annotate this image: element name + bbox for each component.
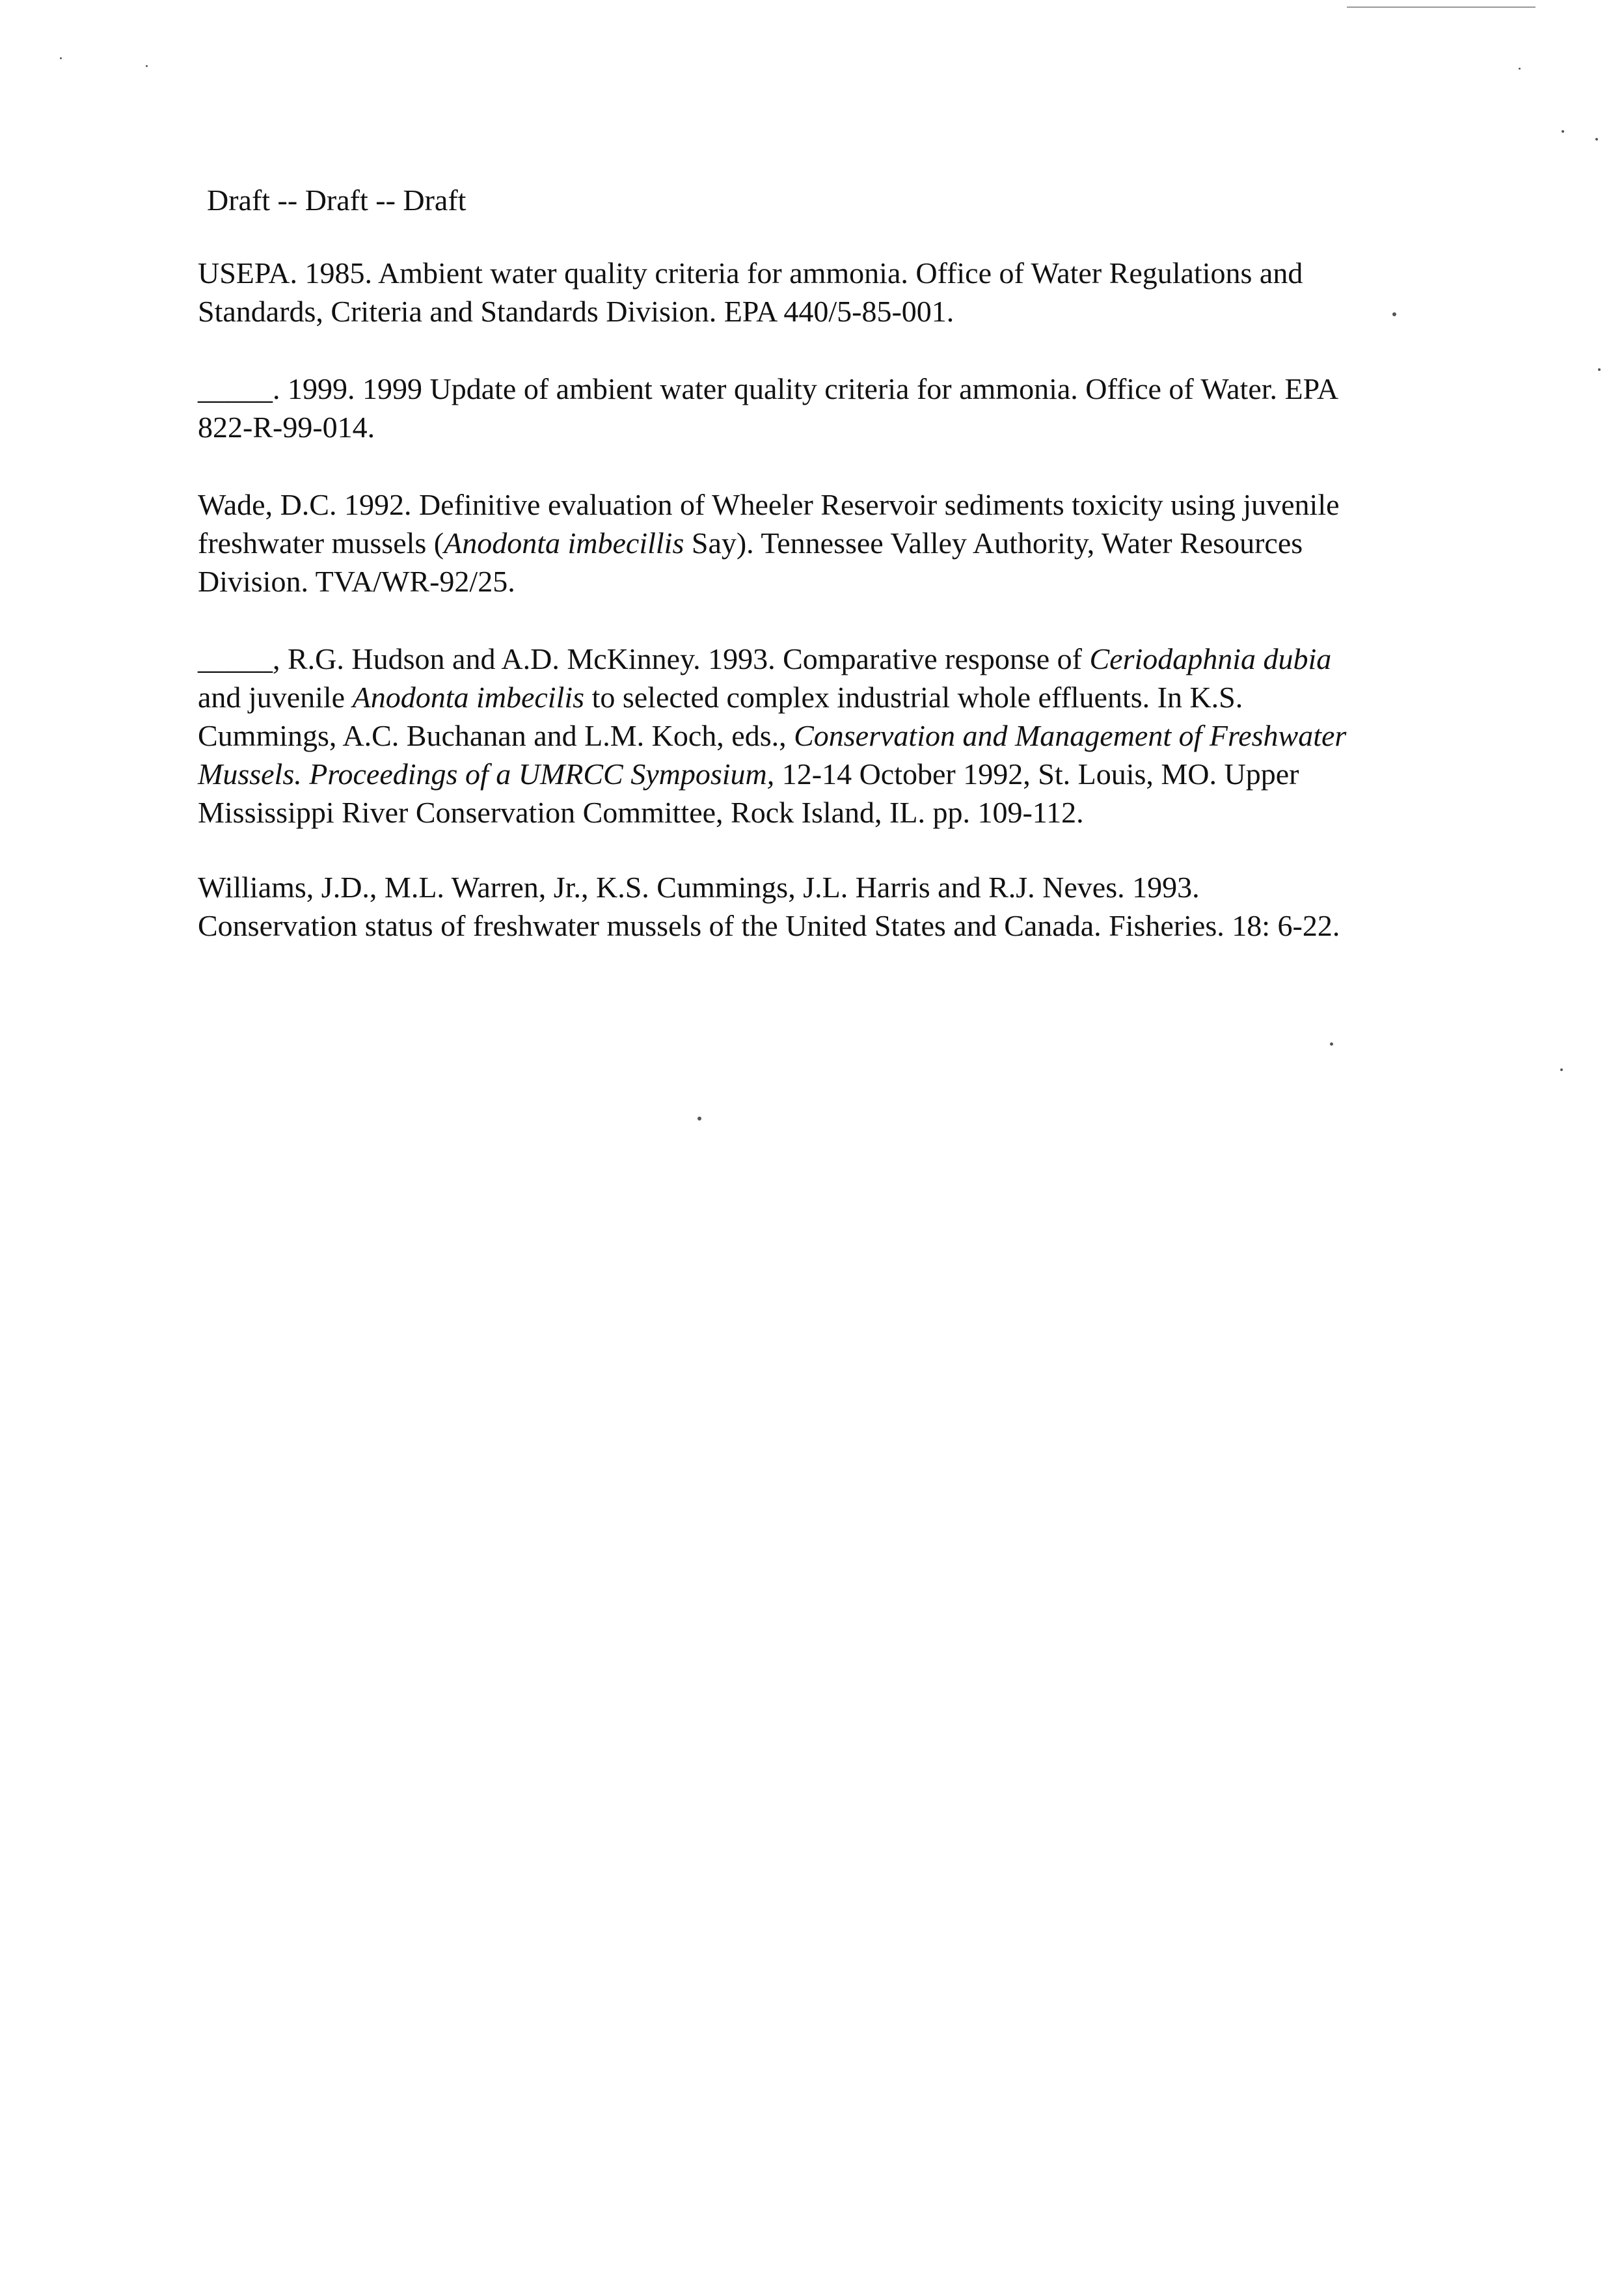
reference-line xyxy=(198,868,1467,906)
text-segment: to selected complex industrial whole effluents. In K.S. xyxy=(584,681,1243,714)
text-segment: Standards, Criteria and Standards Division. EPA 440/5-85-001. xyxy=(198,295,954,328)
text-segment: 12-14 October 1992, St. Louis, MO. Upper xyxy=(774,757,1299,791)
text-segment: Mississippi River Conservation Committee, Rock Island, IL. pp. 109-112. xyxy=(198,796,1084,829)
scan-speck xyxy=(1562,130,1564,133)
reference-line xyxy=(198,524,1467,562)
text-segment: Wade, D.C. 1992. Definitive evaluation of Wheeler Reservoir sediments toxicity using juvenile xyxy=(198,488,1340,521)
scan-speck xyxy=(697,1117,701,1121)
text-segment: freshwater mussels ( xyxy=(198,526,444,560)
text-segment: 822-R-99-014. xyxy=(198,411,375,444)
reference-line xyxy=(198,485,1467,524)
reference-line xyxy=(198,678,1467,716)
text-segment: Conservation status of freshwater mussels of the United States and Canada. Fisheries. 18: 6-22. xyxy=(198,909,1340,942)
reference-wade-1993 xyxy=(198,640,1467,832)
scan-speck xyxy=(60,57,62,59)
italic-text: Anodonta imbecilis xyxy=(352,681,585,714)
scan-speck xyxy=(146,65,148,67)
text-segment: Say). Tennessee Valley Authority, Water Resources xyxy=(684,526,1303,560)
scan-speck xyxy=(1595,138,1598,141)
reference-line xyxy=(198,640,1467,678)
reference-line xyxy=(198,370,1467,408)
reference-line xyxy=(198,562,1467,601)
reference-line xyxy=(198,906,1467,945)
reference-line xyxy=(198,716,1467,755)
scan-speck xyxy=(1560,1068,1563,1071)
reference-line xyxy=(198,408,1467,446)
draft-header: Draft -- Draft -- Draft xyxy=(207,183,467,217)
scan-speck xyxy=(1598,368,1601,371)
text-segment: Cummings, A.C. Buchanan and L.M. Koch, eds., xyxy=(198,719,794,752)
reference-line xyxy=(198,793,1467,832)
italic-text: Anodonta imbecillis xyxy=(444,526,684,560)
reference-wade-1992 xyxy=(198,485,1467,601)
text-segment: USEPA. 1985. Ambient water quality criteria for ammonia. Office of Water Regulations and xyxy=(198,256,1303,290)
reference-line xyxy=(198,292,1467,331)
scan-speck xyxy=(1392,312,1396,316)
text-segment: _____. 1999. 1999 Update of ambient water quality criteria for ammonia. Office of Water. EPA xyxy=(198,372,1339,405)
italic-text: Conservation and Management of Freshwater xyxy=(794,719,1347,752)
reference-line xyxy=(198,254,1467,292)
italic-text: Mussels. Proceedings of a UMRCC Symposium, xyxy=(198,757,775,791)
scan-speck xyxy=(1330,1042,1333,1046)
text-segment: and juvenile xyxy=(198,681,353,714)
reference-usepa-1985 xyxy=(198,254,1467,331)
scan-edge-line xyxy=(1347,7,1536,8)
scan-speck xyxy=(1519,68,1521,70)
reference-usepa-1999 xyxy=(198,370,1467,446)
text-segment: Williams, J.D., M.L. Warren, Jr., K.S. Cummings, J.L. Harris and R.J. Neves. 1993. xyxy=(198,871,1200,904)
reference-line xyxy=(198,755,1467,793)
text-segment: Division. TVA/WR-92/25. xyxy=(198,565,515,598)
reference-williams-1993 xyxy=(198,868,1467,945)
italic-text: Ceriodaphnia dubia xyxy=(1089,642,1332,675)
text-segment: _____, R.G. Hudson and A.D. McKinney. 1993. Comparative response of xyxy=(198,642,1090,675)
